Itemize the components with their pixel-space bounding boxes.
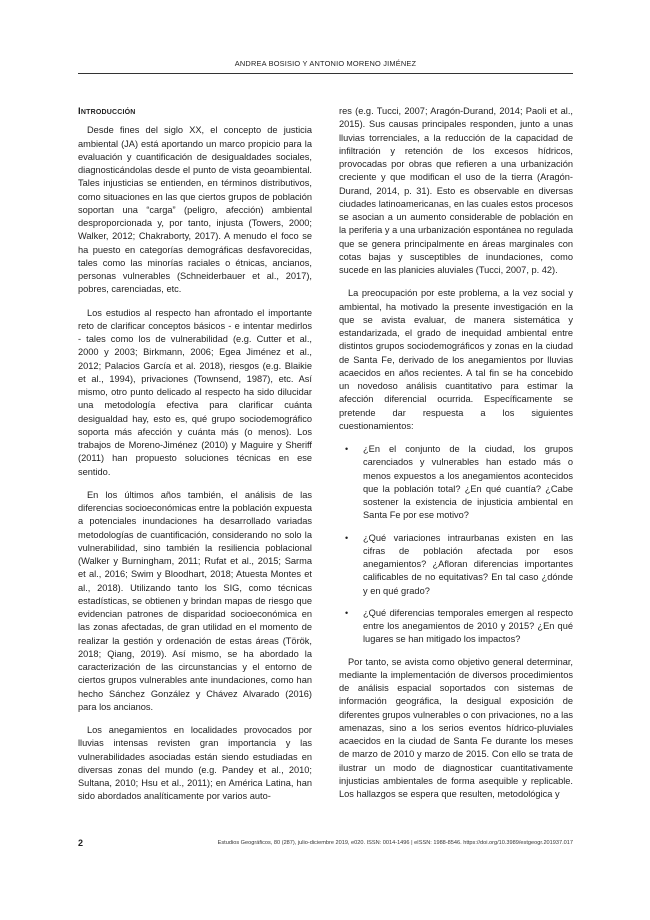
- paragraph: La preocupación por este problema, a la vez social y ambiental, ha motivado la presente investigación en la que se avista evaluar, de manera sistemática y estandarizada, el grado de inequidad ambiental entre distintos grupos sociodemográficos y zonas en la ciudad de Santa Fe, derivado de los anegamientos por lluvias acaecidos en años recientes. A tal fin se ha concebido un novedoso análisis cuantitativo para estimar la afección diferencial ocurrida. Específicamente se pretende dar respuesta a los siguientes cuestionamientos:: [339, 288, 573, 431]
- list-item-text: ¿Qué diferencias temporales emergen al respecto entre los anegamientos de 2010 y 2015? ¿En qué lugares se han mitigado los impactos?: [363, 607, 573, 645]
- paragraph: Los anegamientos en localidades provocados por lluvias intensas revisten gran importancia y las vulnerabilidades asociadas están siendo estudiadas en diversas zonas del mundo (e.g. Pandey et al., 2010; Sultana, 2010; Hsu et al., 2011); en América Latina, han sido abordados analíticamente por varios auto-: [78, 725, 312, 802]
- footer-citation: Estudios Geográficos, 80 (287), julio-diciembre 2019, e020. ISSN: 0014-1496 | eISSN: 1988-8546. https://doi.org/10.3989/estgeogr.201937.017: [217, 840, 573, 846]
- question-list: [339, 443, 573, 647]
- section-title: Introducción: [78, 106, 136, 117]
- bullet-icon: •: [345, 444, 349, 454]
- list-item: [339, 532, 573, 598]
- page-number: 2: [78, 838, 84, 848]
- list-item: [339, 607, 573, 647]
- paragraph: En los últimos años también, el análisis de las diferencias socioeconómicas entre la población expuesta a potenciales inundaciones ha desarrollado variadas metodologías de cuantificación, considerando no solo la vulnerabilidad, sino también la resiliencia poblacional (Walker y Burningham, 2011; Rufat et al., 2015; Sarma et al., 2016; Swim y Bloodhart, 2018; Atuesta Montes et al., 2018). Utilizando tanto los SIG, como técnicas estadísticas, se obtienen y brindan mapas de riesgo que evidencian patrones de disparidad socioeconómica en las zonas afectadas, de gran utilidad en el momento de realizar la gestión y ordenación de estas áreas (Török, 2018; Qiang, 2019). Así mismo, se ha abordado la caracterización de las circunstancias y el entorno de ciertos grupos vulnerables ante inundaciones, como han hecho Sánchez González y Chávez Alvarado (2016) para los ancianos.: [78, 489, 312, 712]
- bullet-icon: •: [345, 607, 349, 618]
- list-item-text: ¿En el conjunto de la ciudad, los grupos carenciados y vulnerables han estado más o menos expuestos a los anegamientos acontecidos que la población total? ¿En qué cuantía? ¿Cabe sostener la existencia de injusticia ambiental en Santa Fe por ese motivo?: [363, 444, 573, 521]
- paragraph-continued: res (e.g. Tucci, 2007; Aragón-Durand, 2014; Paoli et al., 2015). Sus causas principales responden, junto a unas lluvias torrenciales, a la reducción de la capacidad de infiltración y retención de los excesos hídricos, provocadas por obras que refieren a una urbanización creciente y que modifican el uso de la tierra (Aragón-Durand, 2014, p. 31). Esto es observable en diversas ciudades latinoamericanas, en las cuales estos procesos se asocian a un aumento considerable de población en la periferia y a una urbanización espontánea no regulada que se genera principalmente en áreas marginales con cotas bajas y susceptibles de inundaciones, como sucede en las planicies aluviales (Tucci, 2007, p. 42).: [339, 106, 573, 275]
- paragraph: Por tanto, se avista como objetivo general determinar, mediante la implementación de diversos procedimientos de análisis espacial soportados con sistemas de información geográfica, la desigual exposición de diferentes grupos vulnerables o con privaciones, no a las amenazas, sino a los serios eventos hídrico-pluviales acaecidos en la ciudad de Santa Fe durante los meses de marzo de 2010 y marzo de 2015. Con ello se trata de ilustrar un modo de diagnosticar cuantitativamente injusticias ambientales de forma asequible y replicable. Los hallazgos se espera que resulten, metodológica y: [339, 656, 573, 799]
- paragraph: Desde fines del siglo XX, el concepto de justicia ambiental (JA) está aportando un marco propicio para la evaluación y cuantificación de desigualdades sociales, diagnosticándolas desde el punto de vista geoambiental. Tales injusticias se entienden, en términos distributivos, como situaciones en las que ciertos grupos de población soportan una “carga” (peligro, afección) ambiental desproporcionada y, por tanto, injusta (Towers, 2000; Walker, 2012; Chakraborty, 2017). A menudo el foco se ha puesto en categorías demográficas desfavorecidas, tales como las minorías raciales o étnicas, ancianos, personas vulnerables (Schneiderbauer et al., 2017), pobres, carenciadas, etc.: [78, 125, 312, 295]
- list-item: [339, 443, 573, 523]
- running-head: ANDREA BOSISIO Y ANTONIO MORENO JIMÉNEZ: [234, 59, 417, 68]
- paragraph: Los estudios al respecto han afrontado el importante reto de clarificar conceptos básicos - e intentar medirlos - tales como los de vulnerabilidad (e.g. Cutter et al., 2000 y 2003; Birkmann, 2006; Egea Jiménez et al., 2012; Palacios García et al. 2018), riesgos (e.g. Blaikie et al., 1994), privaciones (Townsend, 1987), etc. Así mismo, otro punto delicado al respecto ha sido dilucidar una metodología efectiva para clarificar cuánta desigualdad hay, esto es, qué grupo sociodemográfico soporta más afección y cuánta más (o menos). Los trabajos de Moreno-Jiménez (2010) y Maguire y Sheriff (2011) han propuesto soluciones técnicas en ese sentido.: [78, 307, 312, 477]
- header-rule: [78, 73, 573, 74]
- left-column: [78, 105, 312, 814]
- list-item-text: ¿Qué variaciones intraurbanas existen en las cifras de población afectada por esos anegamientos? ¿Afloran diferencias importantes calificables de no equitativas? En tal caso ¿dónde y en qué grado?: [363, 532, 573, 596]
- right-column: [339, 105, 573, 811]
- bullet-icon: •: [345, 532, 349, 543]
